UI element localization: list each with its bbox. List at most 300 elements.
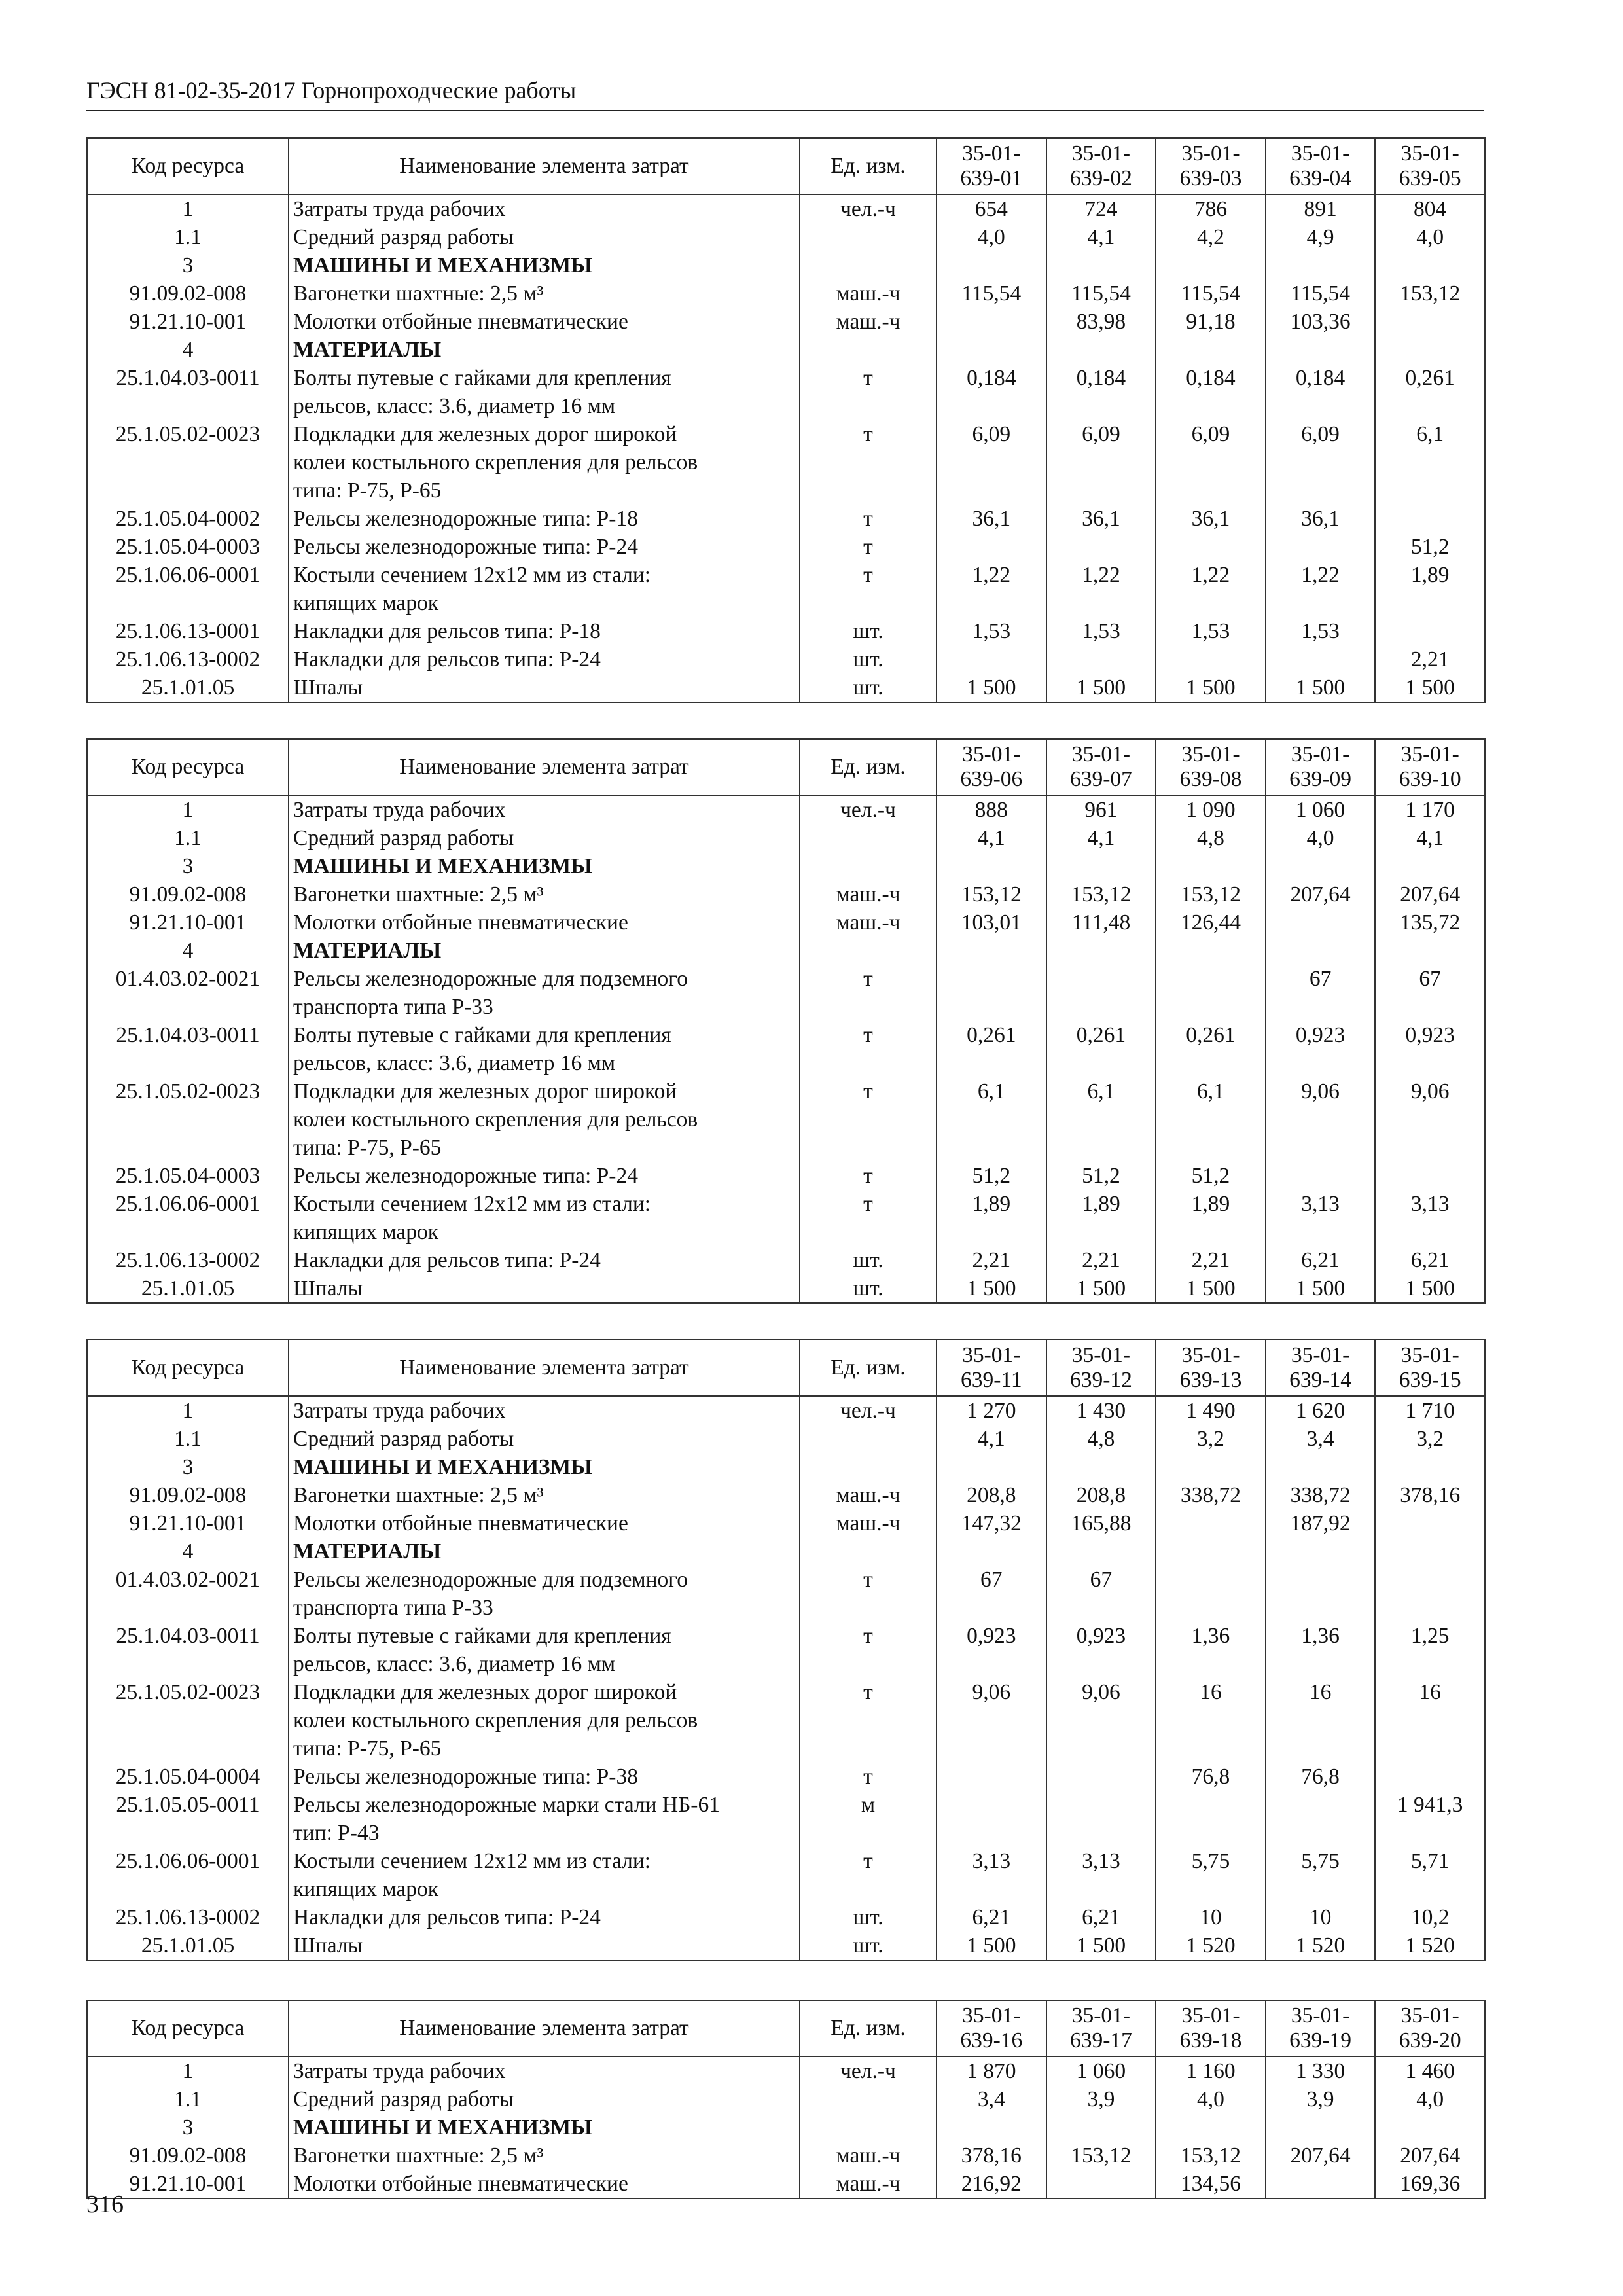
norm-value: 36,1 [1266,505,1376,533]
norm-value: 1,22 [936,561,1046,617]
unit-of-measure: т [800,505,936,533]
header-unit: Ед. изм. [800,739,936,795]
norm-code-line: 639-07 [1069,767,1132,791]
norm-value: 1,89 [1375,561,1485,617]
header-code: Код ресурса [87,739,289,795]
norm-value: 115,54 [1046,279,1156,308]
norm-value: 891 [1266,194,1376,223]
resource-name [289,673,800,702]
norm-value: 115,54 [1156,279,1266,308]
norm-value [1375,1566,1485,1622]
resource-name [289,1077,800,1162]
norm-value: 103,36 [1266,308,1376,336]
norm-value: 165,88 [1046,1509,1156,1537]
norm-value [1266,1791,1376,1847]
resource-name-line: Молотки отбойные пневматические [293,1511,628,1535]
resource-name-line: Вагонетки шахтные: 2,5 м³ [293,281,544,306]
unit-of-measure: т [800,1190,936,1246]
norm-value: 1 500 [936,673,1046,702]
norm-value [1266,937,1376,965]
resource-name-line: МАШИНЫ И МЕХАНИЗМЫ [293,253,593,278]
resource-row [87,1847,1485,1903]
norm-value: 1,53 [936,617,1046,645]
norm-value [1266,1453,1376,1481]
norm-value: 36,1 [936,505,1046,533]
resource-code: 25.1.05.04-0003 [87,533,289,561]
norm-code-line: 639-04 [1289,166,1352,190]
resource-name [289,1162,800,1190]
resource-code: 25.1.06.06-0001 [87,1847,289,1903]
resource-row [87,1763,1485,1791]
norm-value [1266,852,1376,880]
section-row [87,1453,1485,1481]
norm-value: 1 460 [1375,2056,1485,2085]
norm-value: 5,75 [1266,1847,1376,1903]
norm-value [1375,1537,1485,1566]
resource-row [87,965,1485,1021]
resource-name-line: Вагонетки шахтные: 2,5 м³ [293,882,544,906]
norm-value: 1 500 [1156,1274,1266,1303]
resource-row [87,1162,1485,1190]
norm-value: 67 [1266,965,1376,1021]
norm-value: 0,261 [1046,1021,1156,1077]
norm-value: 1 430 [1046,1396,1156,1425]
resource-name [289,420,800,505]
norm-value: 207,64 [1266,2142,1376,2170]
header-norm-code [1046,1340,1156,1396]
resource-name [289,2085,800,2113]
norm-value: 786 [1156,194,1266,223]
header-code: Код ресурса [87,2000,289,2056]
section-row [87,251,1485,279]
norm-code-line: 35-01- [1291,742,1350,766]
norm-code-line: 639-11 [960,1368,1022,1392]
resource-row [87,364,1485,420]
unit-of-measure: чел.-ч [800,2056,936,2085]
norm-code-line: 35-01- [1181,1343,1240,1367]
norm-value: 126,44 [1156,908,1266,937]
unit-of-measure [800,336,936,364]
page-number: 316 [86,2191,124,2218]
norm-value: 6,1 [936,1077,1046,1162]
resource-name-line: Затраты труда рабочих [293,2059,506,2083]
resource-row [87,1678,1485,1763]
unit-of-measure: т [800,1678,936,1763]
section-row [87,1537,1485,1566]
unit-of-measure: чел.-ч [800,795,936,824]
header-row [87,1340,1485,1396]
resource-name [289,1190,800,1246]
resource-row [87,673,1485,702]
norm-code-line: 35-01- [1291,2003,1350,2028]
resource-name-line: колеи костыльного скрепления для рельсов [293,1708,698,1732]
norm-code-line: 35-01- [1400,141,1459,166]
resource-name [289,1763,800,1791]
norm-value [1046,937,1156,965]
norm-value: 1,89 [1046,1190,1156,1246]
norm-value [1266,251,1376,279]
resource-name-line: Болты путевые с гайками для крепления [293,1023,671,1047]
norm-value: 6,1 [1375,420,1485,505]
norm-value: 0,261 [1375,364,1485,420]
norm-value: 9,06 [1266,1077,1376,1162]
unit-of-measure [800,2113,936,2142]
norm-value [1266,1566,1376,1622]
norm-code-line: 35-01- [1400,742,1459,766]
norm-code-line: 35-01- [1071,742,1131,766]
header-unit: Ед. изм. [800,2000,936,2056]
resource-name-line: Шпалы [293,675,363,700]
norm-value: 1 520 [1375,1931,1485,1960]
unit-of-measure: маш.-ч [800,1481,936,1509]
resource-code: 91.21.10-001 [87,1509,289,1537]
resource-row [87,1274,1485,1303]
norm-value: 16 [1266,1678,1376,1763]
unit-of-measure: шт. [800,673,936,702]
norm-value: 111,48 [1046,908,1156,937]
resource-name-line: Молотки отбойные пневматические [293,2172,628,2196]
unit-of-measure: м [800,1791,936,1847]
norm-value: 1 170 [1375,795,1485,824]
norm-value: 207,64 [1375,2142,1485,2170]
unit-of-measure [800,937,936,965]
norm-value: 0,923 [1046,1622,1156,1678]
norm-code-line: 639-12 [1069,1368,1132,1392]
header-row [87,2000,1485,2056]
resource-name [289,364,800,420]
resource-name-line: Рельсы железнодорожные типа: Р-18 [293,507,638,531]
resource-code: 91.09.02-008 [87,880,289,908]
resource-name-line: Рельсы железнодорожные типа: Р-38 [293,1765,638,1789]
resource-code: 4 [87,336,289,364]
resource-code: 25.1.05.04-0002 [87,505,289,533]
norm-value: 6,1 [1046,1077,1156,1162]
norm-value [1266,908,1376,937]
norm-code-line: 35-01- [1071,141,1131,166]
unit-of-measure: т [800,561,936,617]
norm-value [1046,1791,1156,1847]
resource-code: 91.21.10-001 [87,908,289,937]
norm-value [1046,533,1156,561]
norm-code-line: 35-01- [1181,141,1240,166]
resource-name [289,2142,800,2170]
norm-value: 0,923 [1375,1021,1485,1077]
resource-code: 3 [87,852,289,880]
cost-table-4 [86,2000,1486,2199]
resource-name-line: Затраты труда рабочих [293,1399,506,1423]
norm-value: 51,2 [1375,533,1485,561]
norm-value: 3,4 [1266,1425,1376,1453]
resource-row [87,223,1485,251]
unit-of-measure [800,2085,936,2113]
unit-of-measure: т [800,1077,936,1162]
resource-code: 25.1.01.05 [87,1274,289,1303]
resource-name [289,1847,800,1903]
resource-name-line: рельсов, класс: 3.6, диаметр 16 мм [293,1652,616,1676]
resource-row [87,420,1485,505]
resource-name [289,2056,800,2085]
header-norm-code [936,1340,1046,1396]
norm-value: 10,2 [1375,1903,1485,1931]
norm-value: 378,16 [1375,1481,1485,1509]
norm-value [936,1763,1046,1791]
norm-value: 1 710 [1375,1396,1485,1425]
norm-value [1375,336,1485,364]
norm-value [1156,937,1266,965]
resource-name [289,1396,800,1425]
norm-value: 378,16 [936,2142,1046,2170]
norm-value: 67 [1046,1566,1156,1622]
norm-value: 961 [1046,795,1156,824]
resource-code: 25.1.06.13-0002 [87,1903,289,1931]
norm-value: 36,1 [1156,505,1266,533]
norm-value [1156,1566,1266,1622]
resource-name-line: МАТЕРИАЛЫ [293,338,442,362]
norm-value: 1,89 [1156,1190,1266,1246]
norm-value: 153,12 [1046,880,1156,908]
header-norm-code [1266,739,1376,795]
norm-value: 76,8 [1156,1763,1266,1791]
cost-table-3 [86,1339,1486,1961]
norm-value: 153,12 [936,880,1046,908]
resource-name [289,617,800,645]
header-name: Наименование элемента затрат [289,2000,800,2056]
norm-value: 0,184 [1046,364,1156,420]
resource-name-line: колеи костыльного скрепления для рельсов [293,450,698,475]
resource-name-line: Средний разряд работы [293,225,514,249]
norm-value [1156,1791,1266,1847]
header-name: Наименование элемента затрат [289,138,800,194]
norm-code-line: 35-01- [1400,2003,1459,2028]
norm-value: 153,12 [1156,880,1266,908]
norm-value: 338,72 [1266,1481,1376,1509]
resource-row [87,1425,1485,1453]
unit-of-measure [800,251,936,279]
norm-value [1046,645,1156,673]
norm-value: 4,1 [1375,824,1485,852]
header-norm-code [1046,138,1156,194]
norm-value [936,645,1046,673]
header-norm-code [1156,138,1266,194]
resource-row [87,1021,1485,1077]
norm-value: 3,2 [1156,1425,1266,1453]
resource-name-line: рельсов, класс: 3.6, диаметр 16 мм [293,394,616,418]
resource-name [289,1931,800,1960]
norm-value: 1 160 [1156,2056,1266,2085]
unit-of-measure: шт. [800,1246,936,1274]
resource-code: 1 [87,795,289,824]
norm-value: 1,22 [1266,561,1376,617]
resource-name [289,2113,800,2142]
resource-name [289,1678,800,1763]
section-row [87,2113,1485,2142]
norm-value: 6,21 [936,1903,1046,1931]
norm-value: 1,22 [1046,561,1156,617]
norm-value [1156,533,1266,561]
norm-value [1156,2113,1266,2142]
unit-of-measure [800,824,936,852]
resource-name-line: Средний разряд работы [293,1427,514,1451]
norm-value: 4,0 [1375,2085,1485,2113]
unit-of-measure [800,852,936,880]
norm-value: 67 [1375,965,1485,1021]
unit-of-measure: т [800,965,936,1021]
resource-name [289,336,800,364]
resource-name-line: Вагонетки шахтные: 2,5 м³ [293,1483,544,1507]
header-norm-code [936,138,1046,194]
unit-of-measure [800,1537,936,1566]
resource-row [87,1791,1485,1847]
norm-value: 6,21 [1046,1903,1156,1931]
norm-value [936,965,1046,1021]
norm-code-line: 639-16 [960,2028,1023,2053]
norm-value: 1,89 [936,1190,1046,1246]
header-unit: Ед. изм. [800,138,936,194]
norm-value: 9,06 [1046,1678,1156,1763]
unit-of-measure: маш.-ч [800,1509,936,1537]
resource-code: 25.1.04.03-0011 [87,1021,289,1077]
norm-value: 3,2 [1375,1425,1485,1453]
norm-value: 0,184 [1156,364,1266,420]
header-norm-code [1156,2000,1266,2056]
norm-value: 1 500 [1266,673,1376,702]
norm-code-line: 35-01- [1181,2003,1240,2028]
resource-row [87,1190,1485,1246]
norm-code-line: 35-01- [1291,1343,1350,1367]
norm-value: 3,9 [1266,2085,1376,2113]
resource-name-line: рельсов, класс: 3.6, диаметр 16 мм [293,1051,616,1075]
section-row [87,937,1485,965]
resource-row [87,617,1485,645]
norm-code-line: 639-08 [1179,767,1242,791]
norm-value: 3,13 [1375,1190,1485,1246]
section-row [87,852,1485,880]
norm-value [1375,251,1485,279]
norm-value: 16 [1156,1678,1266,1763]
norm-value [936,336,1046,364]
norm-value [1375,937,1485,965]
norm-code-line: 639-14 [1289,1368,1352,1392]
norm-value: 1 500 [1046,673,1156,702]
resource-name-line: Подкладки для железных дорог широкой [293,1079,677,1103]
norm-value: 4,8 [1046,1425,1156,1453]
resource-code: 91.09.02-008 [87,279,289,308]
norm-value: 16 [1375,1678,1485,1763]
header-norm-code [1266,2000,1376,2056]
norm-value: 4,0 [936,223,1046,251]
resource-name-line: Накладки для рельсов типа: Р-24 [293,1905,601,1929]
header-norm-code [1156,1340,1266,1396]
norm-value: 216,92 [936,2170,1046,2198]
norm-value [1375,1509,1485,1537]
norm-value: 115,54 [1266,279,1376,308]
norm-value [1375,505,1485,533]
norm-value: 0,261 [1156,1021,1266,1077]
norm-value: 51,2 [936,1162,1046,1190]
resource-name [289,852,800,880]
norm-code-line: 35-01- [962,2003,1021,2028]
norm-value [1156,336,1266,364]
norm-value [1046,2113,1156,2142]
resource-code: 01.4.03.02-0021 [87,965,289,1021]
resource-code: 1.1 [87,824,289,852]
resource-name-line: Затраты труда рабочих [293,798,506,822]
resource-name-line: Костыли сечением 12х12 мм из стали: [293,1192,651,1216]
norm-value: 10 [1266,1903,1376,1931]
unit-of-measure: маш.-ч [800,2170,936,2198]
resource-name [289,1622,800,1678]
resource-name-line: Подкладки для железных дорог широкой [293,1680,677,1704]
resource-code: 25.1.05.04-0004 [87,1763,289,1791]
resource-name [289,2170,800,2198]
norm-value: 1 870 [936,2056,1046,2085]
resource-name-line: МАШИНЫ И МЕХАНИЗМЫ [293,1455,593,1479]
norm-value: 1,25 [1375,1622,1485,1678]
resource-code: 91.09.02-008 [87,1481,289,1509]
norm-value: 0,184 [1266,364,1376,420]
unit-of-measure: шт. [800,1903,936,1931]
resource-name [289,824,800,852]
norm-value: 1 941,3 [1375,1791,1485,1847]
norm-value: 153,12 [1046,2142,1156,2170]
resource-name [289,505,800,533]
resource-name-line: Рельсы железнодорожные типа: Р-24 [293,1164,638,1188]
resource-code: 25.1.06.06-0001 [87,1190,289,1246]
resource-code: 3 [87,251,289,279]
section-row [87,336,1485,364]
unit-of-measure [800,223,936,251]
norm-value: 1 060 [1046,2056,1156,2085]
resource-row [87,308,1485,336]
norm-value: 0,261 [936,1021,1046,1077]
unit-of-measure [800,1453,936,1481]
resource-name [289,880,800,908]
resource-name-line: Шпалы [293,1933,363,1958]
norm-code-line: 35-01- [962,141,1021,166]
norm-code-line: 639-20 [1399,2028,1461,2053]
norm-value: 4,8 [1156,824,1266,852]
norm-value: 147,32 [936,1509,1046,1537]
norm-value: 1 090 [1156,795,1266,824]
norm-value: 1 500 [1046,1931,1156,1960]
resource-code: 25.1.05.02-0023 [87,420,289,505]
norm-value: 888 [936,795,1046,824]
norm-code-line: 639-17 [1069,2028,1132,2053]
resource-name-line: Рельсы железнодорожные марки стали НБ-61 [293,1793,720,1817]
norm-code-line: 35-01- [1071,2003,1131,2028]
page-header: ГЭСН 81-02-35-2017 Горнопроходческие работы [86,73,1484,111]
unit-of-measure: чел.-ч [800,1396,936,1425]
resource-name [289,279,800,308]
norm-value: 6,09 [1046,420,1156,505]
resource-name [289,1791,800,1847]
norm-value: 1 500 [1266,1274,1376,1303]
resource-name [289,1566,800,1622]
norm-code-line: 35-01- [962,1343,1021,1367]
resource-code: 1 [87,194,289,223]
resource-name [289,645,800,673]
norm-value [1156,965,1266,1021]
norm-value [1156,852,1266,880]
norm-value: 1 500 [1156,673,1266,702]
norm-value [1266,645,1376,673]
resource-row [87,2142,1485,2170]
norm-value: 187,92 [1266,1509,1376,1537]
norm-value [1266,1162,1376,1190]
unit-of-measure: маш.-ч [800,279,936,308]
norm-value [936,2113,1046,2142]
unit-of-measure: шт. [800,645,936,673]
